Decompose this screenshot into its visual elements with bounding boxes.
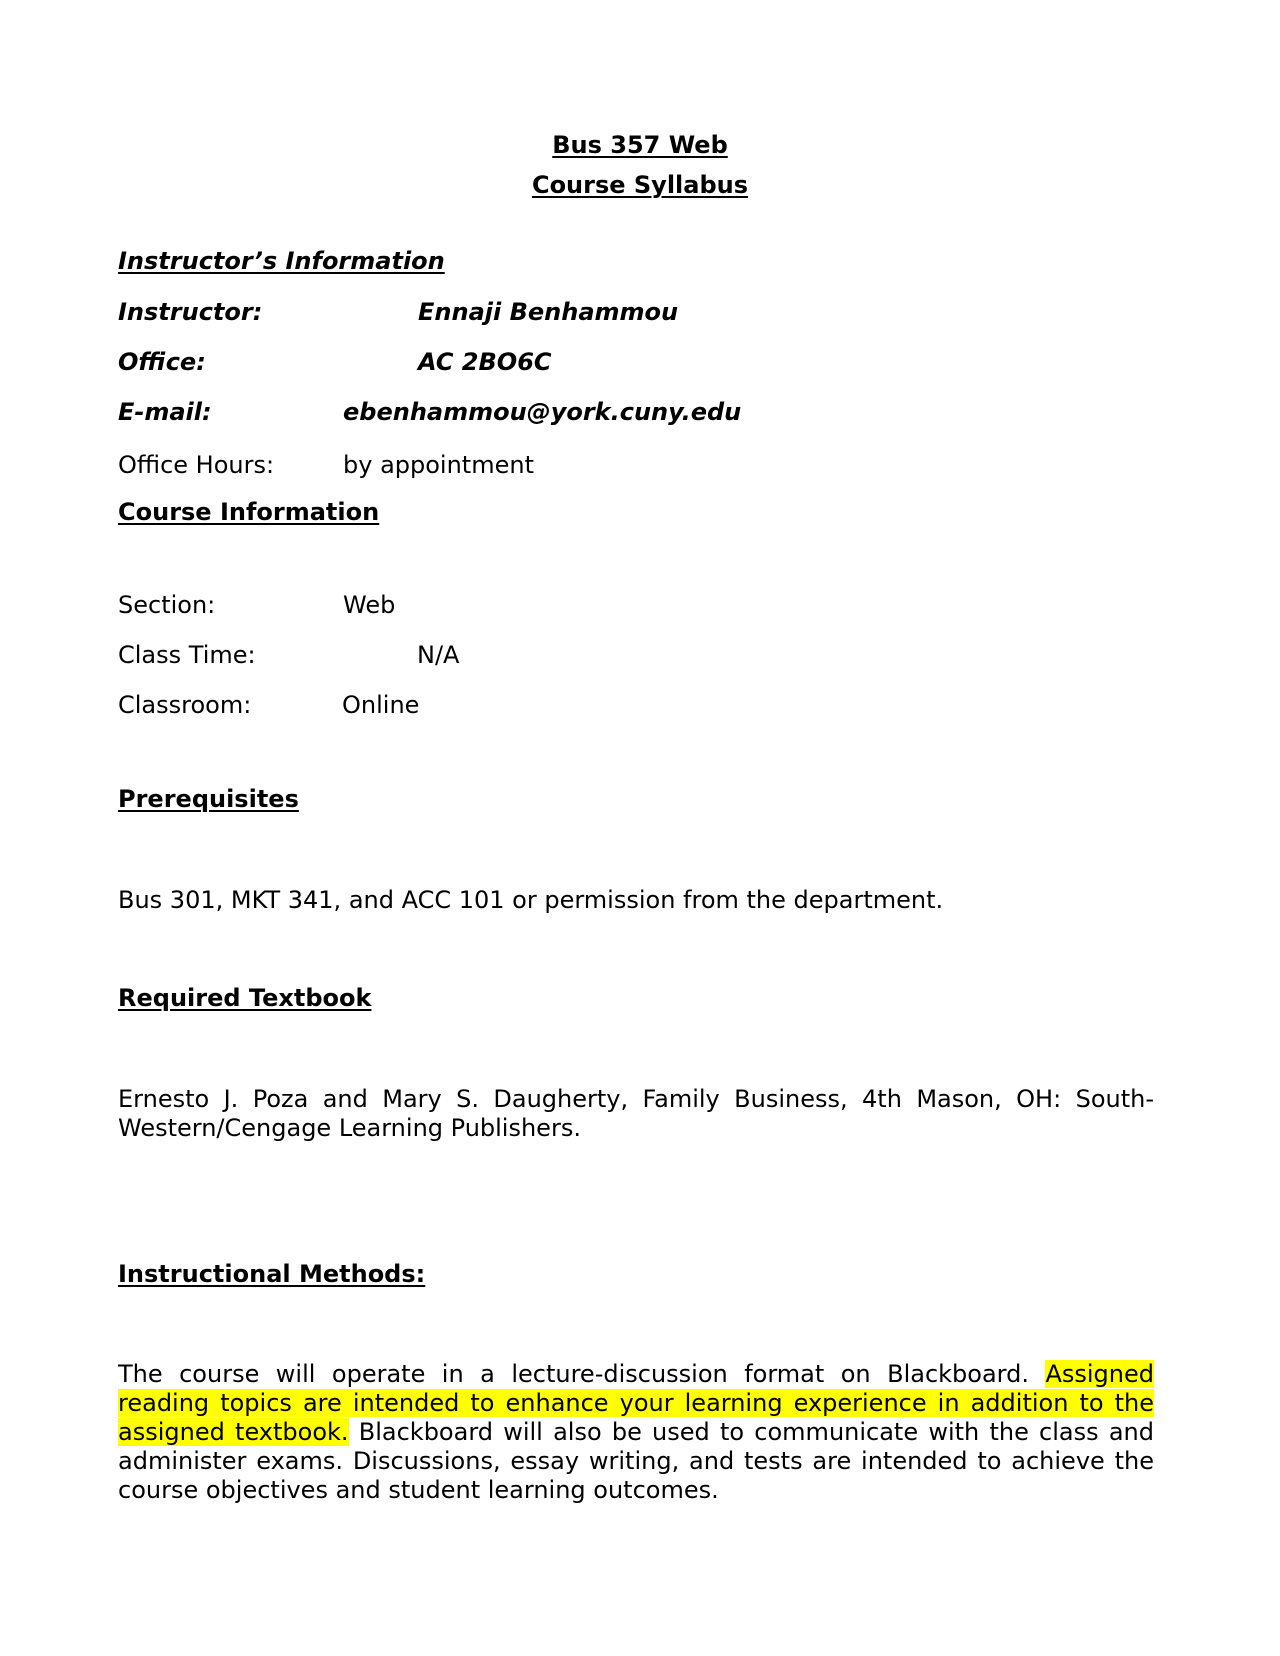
- section-label: Section:: [118, 591, 216, 619]
- methods-highlighted-text: Assigned reading topics are intended to enhance your learning experience in addition to the assigned textbook.: [118, 1360, 1154, 1446]
- prerequisites-text: Bus 301, MKT 341, and ACC 101 or permission from the department.: [118, 886, 944, 914]
- office-hours-value: by appointment: [343, 451, 534, 479]
- methods-text-before: The course will operate in a lecture-discussion format on Blackboard.: [118, 1360, 1046, 1388]
- email-value: ebenhammou@york.cuny.edu: [343, 398, 742, 426]
- office-hours-label: Office Hours:: [118, 451, 275, 479]
- methods-text-after: Blackboard will also be used to communicate with the class and administer exams. Discussions, essay writing, and tests are intended to achieve the course objectives and student learning outcomes.: [118, 1418, 1155, 1504]
- office-value: AC 2BO6C: [418, 348, 552, 376]
- classroom-label: Classroom:: [118, 691, 252, 719]
- classroom-value: Online: [342, 691, 420, 719]
- instructor-label: Instructor:: [118, 298, 263, 326]
- section-value: Web: [343, 591, 396, 619]
- methods-heading: Instructional Methods:: [118, 1260, 426, 1288]
- textbook-heading: Required Textbook: [118, 984, 372, 1012]
- textbook-text: Ernesto J. Poza and Mary S. Daugherty, Family Business, 4th Mason, OH: South-Western/Cengage Learning Publishers.: [118, 1085, 1154, 1142]
- class-time-label: Class Time:: [118, 641, 256, 669]
- instructor-value: Ennaji Benhammou: [418, 298, 679, 326]
- instructor-info-heading: Instructor’s Information: [118, 247, 445, 275]
- document-subtitle: Course Syllabus: [531, 171, 749, 199]
- document-title: Bus 357 Web: [552, 131, 728, 159]
- methods-paragraph: [118, 1360, 1154, 1505]
- email-label: E-mail:: [118, 398, 212, 426]
- class-time-value: N/A: [417, 641, 460, 669]
- prerequisites-heading: Prerequisites: [118, 785, 299, 813]
- course-info-heading: Course Information: [118, 498, 380, 526]
- office-label: Office:: [118, 348, 206, 376]
